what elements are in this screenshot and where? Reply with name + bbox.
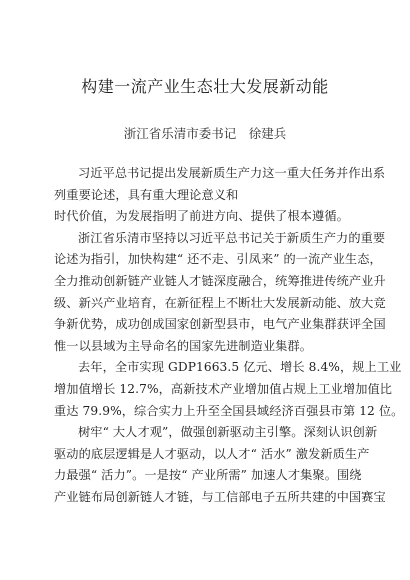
body-line: 惟一以县域为主导命名的国家先进制造业集群。 xyxy=(54,338,313,353)
body-line: 级、新兴产业培育，在新征程上不断壮大发展新动能、放大竞 xyxy=(54,295,386,310)
body-line: 重达 79.9%，综合实力上升至全国县域经济百强县市第 12 位。 xyxy=(54,403,404,418)
article-title: 构建一流产业生态壮大发展新动能 xyxy=(81,77,329,96)
body-line: 产业链布局创新链人才链，与工信部电子五所共建的中国赛宝 xyxy=(54,489,386,504)
body-line: 力最强“ 活力”。一是按“ 产业所需” 加速人才集聚。围绕 xyxy=(54,468,362,483)
body-line: 驱动的底层逻辑是人才驱动，以人才“ 活水” 激发新质生产 xyxy=(54,446,370,461)
body-line: 争新优势，成功创成国家创新型县市，电气产业集群获评全国 xyxy=(54,317,386,332)
body-line: 列重要论述，具有重大理论意义和 xyxy=(54,187,239,202)
body-line: 论述为指引，加快构建“ 还不走、引凤来” 的一流产业生态， xyxy=(54,252,382,267)
body-line: 树牢“ 大人才观”，做强创新驱动主引擎。深刻认识创新 xyxy=(78,425,378,440)
body-line: 习近平总书记提出发展新质生产力这一重大任务并作出系 xyxy=(78,166,386,180)
body-line: 增加值增长 12.7%，高新技术产业增加值占规上工业增加值比 xyxy=(54,381,393,396)
author-byline: 浙江省乐清市委书记 徐建兵 xyxy=(123,126,287,141)
body-line: 时代价值，为发展指明了前进方向、提供了根本遵循。 xyxy=(54,209,349,224)
body-line: 去年，全市实现 GDP1663.5 亿元、增长 8.4%，规上工业 xyxy=(78,360,402,375)
body-line: 全力推动创新链产业链人才链深度融合，统筹推进传统产业升 xyxy=(54,273,386,288)
article-body xyxy=(54,163,404,509)
body-line: 浙江省乐清市坚持以习近平总书记关于新质生产力的重要 xyxy=(78,230,386,245)
